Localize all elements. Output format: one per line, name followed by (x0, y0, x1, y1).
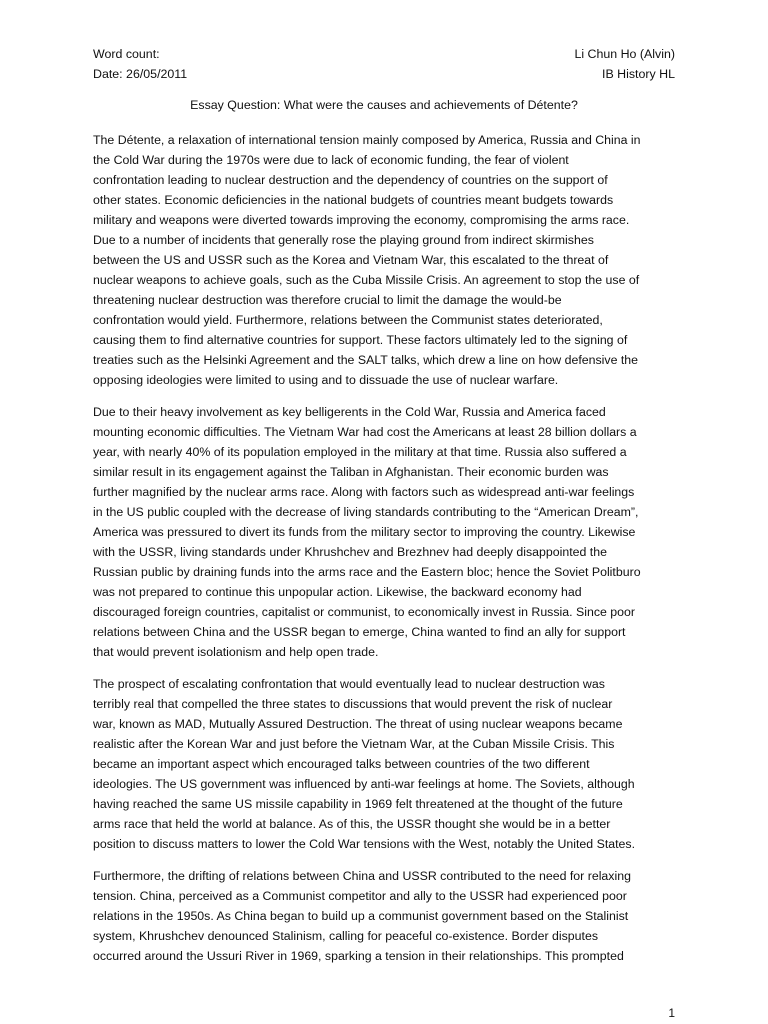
paragraph-line: position to discuss matters to lower the Cold War tensions with the West, notably the United States. (93, 837, 636, 851)
paragraph-line: Russian public by draining funds into the arms race and the Eastern bloc; hence the Soviet Politburo (93, 565, 641, 579)
paragraph-line: occurred around the Ussuri River in 1969, sparking a tension in their relationships. This prompted (93, 949, 624, 963)
paragraph (93, 674, 693, 854)
paragraph-line: terribly real that compelled the three states to discussions that would prevent the risk of nuclear (93, 697, 613, 711)
paragraph-line: arms race that held the world at balance. As of this, the USSR thought she would be in a better (93, 817, 611, 831)
essay-question: Essay Question: What were the causes and achievements of Détente? (190, 98, 578, 112)
paragraph-line: relations between China and the USSR began to emerge, China wanted to find an ally for support (93, 625, 626, 639)
course-name: IB History HL (602, 67, 675, 81)
paragraph-line: that would prevent isolationism and help open trade. (93, 645, 379, 659)
paragraph-line: relations in the 1950s. As China began to build up a communist government based on the Stalinist (93, 909, 629, 923)
paragraph-line: in the US public coupled with the decrease of living standards contributing to the “American Dream”, (93, 505, 639, 519)
paragraph-line: became an important aspect which encouraged talks between countries of the two different (93, 757, 590, 771)
paragraph-line: system, Khrushchev denounced Stalinism, calling for peaceful co-existence. Border disputes (93, 929, 598, 943)
paragraph-line: with the USSR, living standards under Khrushchev and Brezhnev had deeply disappointed the (93, 545, 607, 559)
paragraph-line: similar result in its engagement against the Taliban in Afghanistan. Their economic burden was (93, 465, 609, 479)
paragraph-line: tension. China, perceived as a Communist competitor and ally to the USSR had experienced poor (93, 889, 627, 903)
paragraph-line: America was pressured to divert its funds from the military sector to improving the country. Likewise (93, 525, 636, 539)
paragraph-line: confrontation leading to nuclear destruction and the dependency of countries on the support of (93, 173, 608, 187)
essay-body (93, 130, 693, 978)
paragraph-line: other states. Economic deficiencies in the national budgets of countries meant budgets towards (93, 193, 614, 207)
author-name: Li Chun Ho (Alvin) (574, 47, 675, 61)
paragraph (93, 130, 693, 390)
paragraph-line: war, known as MAD, Mutually Assured Destruction. The threat of using nuclear weapons became (93, 717, 623, 731)
paragraph-line: nuclear weapons to achieve goals, such as the Cuba Missile Crisis. An agreement to stop the use of (93, 273, 640, 287)
paragraph-line: military and weapons were diverted towards improving the economy, compromising the arms race. (93, 213, 630, 227)
paragraph-line: further magnified by the nuclear arms race. Along with factors such as widespread anti-war feelings (93, 485, 635, 499)
paragraph-line: having reached the same US missile capability in 1969 felt threatened at the thought of the future (93, 797, 623, 811)
paragraph-line: treaties such as the Helsinki Agreement and the SALT talks, which drew a line on how defensive the (93, 353, 639, 367)
paragraph-line: ideologies. The US government was influenced by anti-war feelings at home. The Soviets, although (93, 777, 635, 791)
paragraph-line: The Détente, a relaxation of international tension mainly composed by America, Russia and China in (93, 133, 641, 147)
paragraph-line: realistic after the Korean War and just before the Vietnam War, at the Cuban Missile Crisis. This (93, 737, 615, 751)
paragraph-line: the Cold War during the 1970s were due to lack of economic funding, the fear of violent (93, 153, 569, 167)
paragraph-line: Furthermore, the drifting of relations between China and USSR contributed to the need for relaxing (93, 869, 631, 883)
paragraph-line: threatening nuclear destruction was therefore crucial to limit the damage the would-be (93, 293, 562, 307)
paragraph-line: Due to a number of incidents that generally rose the playing ground from indirect skirmishes (93, 233, 594, 247)
paragraph-line: year, with nearly 40% of its population employed in the military at that time. Russia also suffered a (93, 445, 627, 459)
header-row-1 (93, 44, 675, 64)
header-row-2 (93, 64, 675, 84)
paragraph-line: confrontation would yield. Furthermore, relations between the Communist states deteriorated, (93, 313, 603, 327)
paragraph-line: Due to their heavy involvement as key belligerents in the Cold War, Russia and America faced (93, 405, 606, 419)
paragraph-line: was not prepared to continue this unpopular action. Likewise, the backward economy had (93, 585, 582, 599)
paragraph-line: causing them to find alternative countries for support. These factors ultimately led to the signing of (93, 333, 628, 347)
page-number: 1 (668, 1006, 675, 1020)
paragraph-line: mounting economic difficulties. The Vietnam War had cost the Americans at least 28 billion dollars a (93, 425, 637, 439)
paragraph-line: The prospect of escalating confrontation that would eventually lead to nuclear destruction was (93, 677, 605, 691)
word-count-label: Word count: (93, 47, 160, 61)
paragraph-line: opposing ideologies were limited to using and to dissuade the use of nuclear warfare. (93, 373, 559, 387)
paragraph-line: discouraged foreign countries, capitalist or communist, to economically invest in Russia. Since poor (93, 605, 636, 619)
paragraph-line: between the US and USSR such as the Korea and Vietnam War, this escalated to the threat of (93, 253, 609, 267)
date-line: Date: 26/05/2011 (93, 67, 188, 81)
paragraph (93, 402, 693, 662)
paragraph (93, 866, 693, 966)
